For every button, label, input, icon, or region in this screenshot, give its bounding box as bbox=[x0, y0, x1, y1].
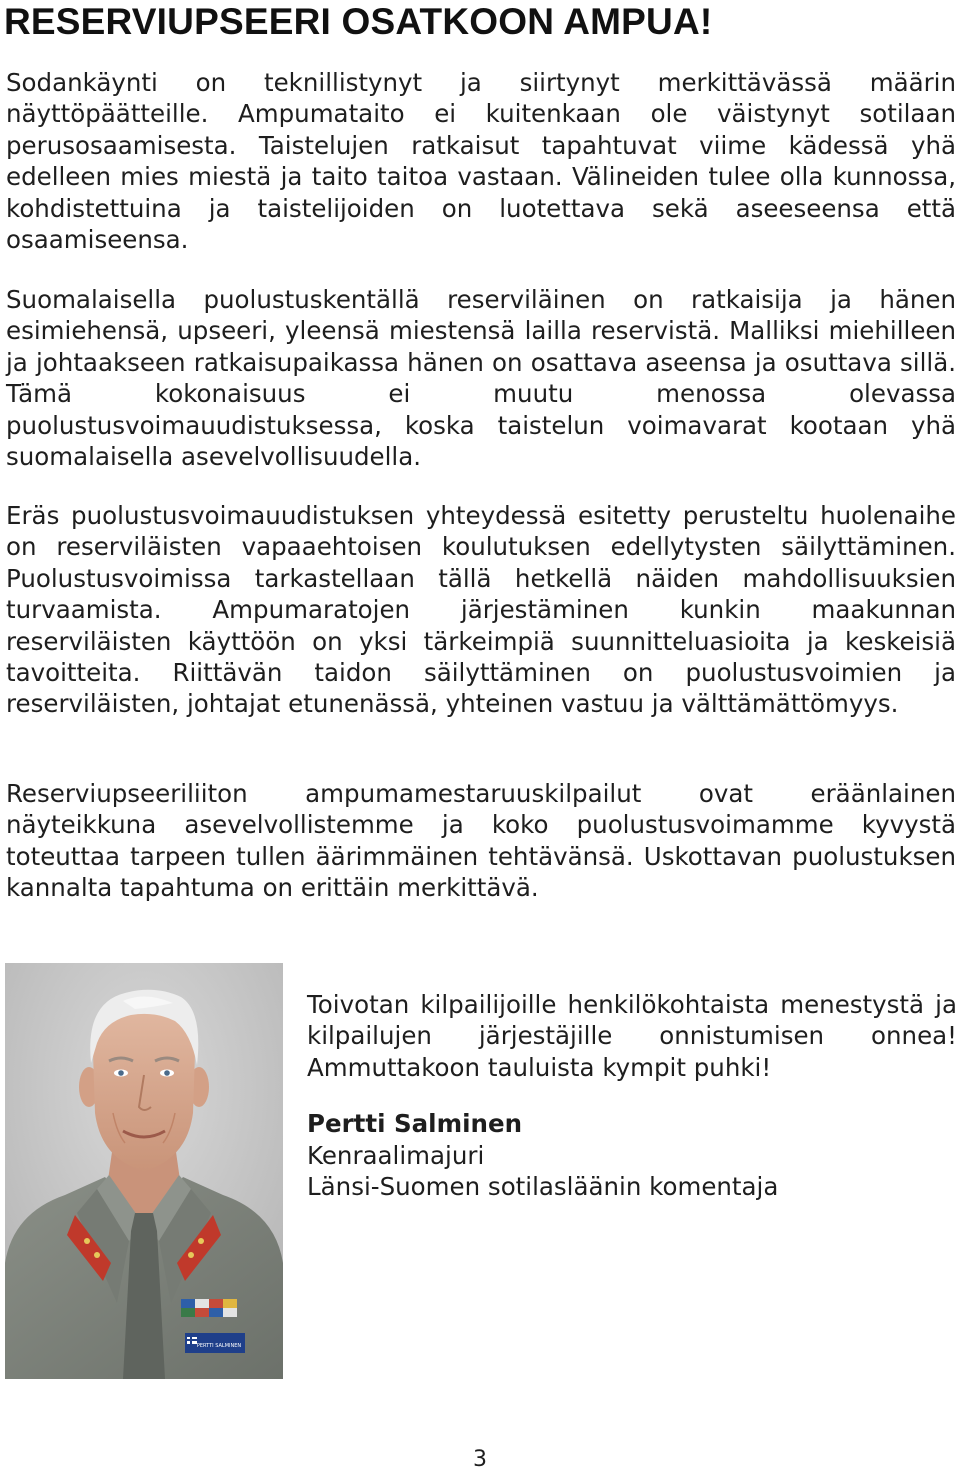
page-number: 3 bbox=[473, 1447, 487, 1472]
name-tag-text: PERTTI SALMINEN bbox=[196, 1343, 242, 1349]
portrait-photo bbox=[5, 963, 283, 1379]
closing-message: Toivotan kilpailijoille henkilökohtaista menestystä ja kilpailujen järjestäjille onnistumisen onnea! Ammuttakoon tauluista kympit puhki! bbox=[307, 990, 957, 1082]
paragraph-2: Suomalaisella puolustuskentällä reserviläinen on ratkaisija ja hänen esimiehensä, upseeri, yleensä miestensä lailla reservistä. Malliksi miehilleen ja johtaakseen ratkaisupaikassa hänen on osattava aseensa ja osuttava sillä. Tämä kokonaisuus ei muutu menossa olevassa puolustusvoimauudistuksessa, koska taistelun voimavarat kootaan yhä suomalaisella asevelvollisuudella. bbox=[6, 285, 956, 472]
portrait-illustration bbox=[5, 963, 283, 1379]
page-title: RESERVIUPSEERI OSATKOON AMPUA! bbox=[4, 1, 713, 42]
signature-title: Länsi-Suomen sotilasläänin komentaja bbox=[307, 1172, 779, 1201]
paragraph-3: Eräs puolustusvoimauudistuksen yhteydessä esitetty perusteltu huolenaihe on reserviläisten vapaaehtoisen koulutuksen edellytysten säilyttäminen. Puolustusvoimissa tarkastellaan tällä hetkellä näiden mahdollisuuksien turvaamista. Ampumaratojen järjestäminen kunkin maakunnan reserviläisten käyttöön on yksi tärkeimpiä suunnitteluasioita ja keskeisiä tavoitteita. Riittävän taidon säilyttäminen on puolustusvoimien ja reserviläisten, johtajat etunenässä, yhteinen vastuu ja välttämättömyys. bbox=[6, 501, 956, 719]
paragraph-4: Reserviupseeriliiton ampumamestaruuskilpailut ovat eräänlainen näyteikkuna asevelvollistemme ja koko puolustusvoimamme kyvystä toteuttaa tarpeen tullen äärimmäinen tehtävänsä. Uskottavan puolustuksen kannalta tapahtuma on erittäin merkittävä. bbox=[6, 779, 956, 903]
signature-rank: Kenraalimajuri bbox=[307, 1141, 485, 1170]
medal-ribbons bbox=[181, 1299, 237, 1317]
face bbox=[93, 1001, 195, 1171]
name-tag bbox=[185, 1333, 245, 1353]
paragraph-1: Sodankäynti on teknillistynyt ja siirtynyt merkittävässä määrin näyttöpäätteille. Ampumataito ei kuitenkaan ole väistynyt sotilaan perusosaamisesta. Taistelujen ratkaisut tapahtuvat viime kädessä yhä edelleen mies miestä ja taito taitoa vastaan. Välineiden tulee olla kunnossa, kohdistettuina ja taistelijoiden on luotettava sekä aseeseensa että osaamiseensa. bbox=[6, 68, 956, 255]
signature-name: Pertti Salminen bbox=[307, 1109, 523, 1138]
